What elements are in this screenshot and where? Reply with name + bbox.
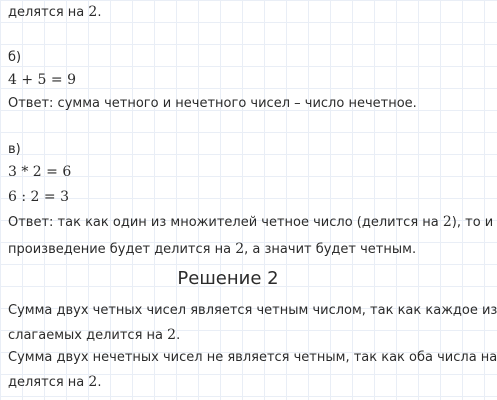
part-c-answer-line-2 bbox=[8, 240, 448, 259]
part-c-answer-line-1-b: ), то и bbox=[451, 215, 494, 230]
solution-2-p1-line-2-b: . bbox=[176, 328, 181, 343]
part-c-answer-line-2-a: произведение будет делится на bbox=[8, 242, 236, 257]
part-a-tail-text: делятся на bbox=[8, 5, 89, 20]
part-b-equation: 4 + 5 = 9 bbox=[8, 72, 76, 88]
part-b-label: б) bbox=[8, 50, 22, 65]
solution-2-p2-line-2-b: . bbox=[97, 375, 102, 390]
solution-2-heading: Решение 2 bbox=[177, 268, 279, 289]
solution-2-p2-line-2 bbox=[8, 373, 448, 392]
part-c-equation-2: 6 : 2 = 3 bbox=[8, 189, 69, 205]
part-a-tail bbox=[8, 3, 448, 22]
part-c-label: в) bbox=[8, 142, 21, 157]
part-a-tail-end: . bbox=[97, 5, 102, 20]
part-c-answer-line-1-a: Ответ: так как один из множителей четное число (делится на bbox=[8, 215, 443, 230]
part-a-tail-number: 2 bbox=[88, 4, 98, 20]
part-c-equation-1: 3 * 2 = 6 bbox=[8, 164, 72, 180]
solution-2-p2-line-2-a: делятся на bbox=[8, 375, 89, 390]
solution-2-p1-line-2 bbox=[8, 326, 448, 345]
part-c-answer-line-2-number: 2 bbox=[235, 241, 245, 257]
solution-2-p1-line-2-a: слагаемых делится на bbox=[8, 328, 168, 343]
solution-2-p2-line-1: Сумма двух нечетных чисел не является четным, так как оба числа на bbox=[8, 350, 497, 365]
solution-2-p1-line-2-number: 2 bbox=[167, 327, 177, 343]
part-b-answer: Ответ: сумма четного и нечетного чисел – число нечетное. bbox=[8, 96, 417, 111]
solution-2-p2-line-2-number: 2 bbox=[88, 374, 98, 390]
part-c-answer-line-1 bbox=[8, 213, 494, 232]
part-c-answer-line-1-number: 2 bbox=[442, 214, 452, 230]
part-c-answer-line-2-b: , а значит будет четным. bbox=[244, 242, 417, 257]
solution-2-p1-line-1: Сумма двух четных чисел является четным числом, так как каждое из bbox=[8, 303, 497, 318]
